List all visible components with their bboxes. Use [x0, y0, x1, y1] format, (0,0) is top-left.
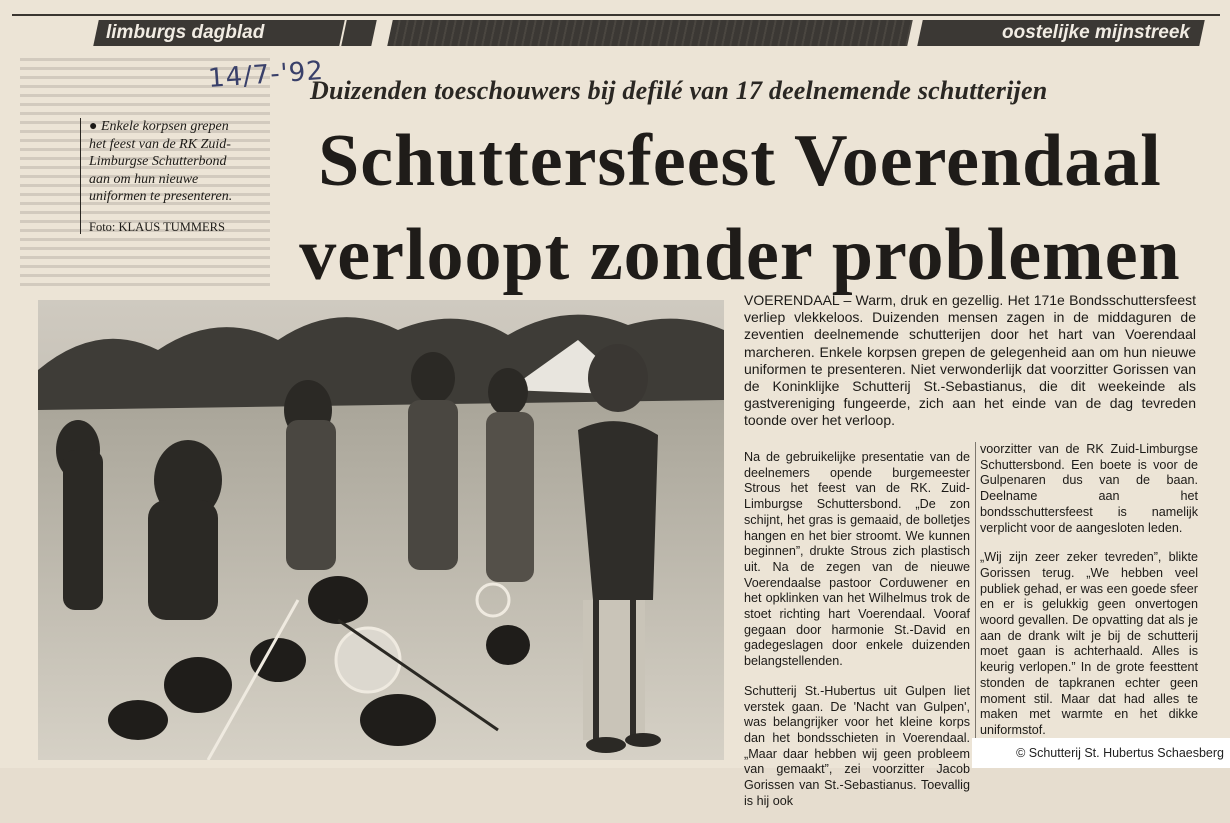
masthead-bar — [93, 20, 345, 46]
section-bar — [917, 20, 1205, 46]
column-divider — [975, 442, 976, 742]
top-rule — [12, 14, 1220, 16]
handwritten-date: 14/7-'92 — [207, 55, 325, 95]
photo-caption — [80, 118, 249, 234]
article-column-1 — [744, 450, 970, 823]
bullet-icon: ● — [89, 119, 98, 134]
paragraph: voorzitter van de RK Zuid-Limburgse Schuttersbond. Een boete is voor de Gulpenaren dus van de baan. Deelname aan het bondsschuttersfeest is namelijk verplicht voor de aangesloten leden. — [980, 442, 1198, 535]
headline — [280, 114, 1200, 302]
paragraph: Na de gebruikelijke presentatie van de deelnemers opende burgemeester Strous het feest van de RK. Zuid-Limburgse Schuttersbond. „De zon schijnt, het gras is gemaaid, de bolletjes hangen en het bier stroomt. We kunnen beginnen”, drukte Strous zich plastisch uit. Na de zegen van de nieuwe Voerendaalse pastoor Corduwener en het opklinken van het Wilhelmus trok de stoet richting hart Voerendaal. Vooraf gegaan door harmonie St.-David en gadegeslagen door enkele duizenden belangstellenden. — [744, 450, 970, 669]
masthead-stub — [341, 20, 377, 46]
article-lead: VOERENDAAL – Warm, druk en gezellig. Het 171e Bondsschuttersfeest verliep vlekkeloos. Duizenden mensen zagen in de middaguren de zeventien deelnemende schutterijen door het hart van Voerendaal marcheren. Enkele korpsen grepen de gelegenheid aan om hun nieuwe uniformen te presenteren. Niet verwonderlijk dat voorzitter Gorissen van de Koninklijke Schutterij St.-Sebastianus, die dit weekeinde als gastvereniging fungeerde, zich aan het einde van de dag tevreden toonde over het verloop. — [744, 292, 1196, 429]
article-column-2 — [980, 442, 1198, 753]
paragraph: „Wij zijn zeer zeker tevreden”, blikte Gorissen terug. „We hebben veel publiek gehad, er was een goede sfeer en er is gelukkig geen onvertogen woord gevallen. De opvatting dat als je aan de drank wilt je bij de schutterij moet gaan is achterhaald. Alles is keurig verlopen.” In de grote feesttent stonden de tapkranen echter geen moment stil. Maar dat had alles te maken met warmte en het dikke uniformstof. — [980, 550, 1198, 737]
caption-text: Enkele korpsen grepen het feest van de RK Zuid-Limburgse Schutterbond aan om hun nieuwe uniformen te presenteren. — [89, 119, 233, 204]
photo-illustration — [38, 300, 724, 760]
newspaper-name: limburgs dagblad — [106, 22, 265, 43]
photo-credit: Foto: KLAUS TUMMERS — [89, 219, 225, 234]
article-photo — [38, 300, 724, 760]
section-name: oostelijke mijnstreek — [1002, 22, 1190, 43]
copyright-notice: © Schutterij St. Hubertus Schaesberg — [972, 738, 1230, 768]
headline-line-2: verloopt zonder problemen — [299, 214, 1181, 296]
paragraph: Schutterij St.-Hubertus uit Gulpen liet verstek gaan. De 'Nacht van Gulpen', was belangrijker voor het kleine korps dan het bondsschieten in Voerendaal. „Maar daar hebben wij geen probleem van gemaakt”, zei voorzitter Jacob Gorissen van St.-Sebastianus. Toevallig is hij ook — [744, 683, 970, 808]
masthead-pattern — [387, 20, 913, 46]
headline-line-1: Schuttersfeest Voerendaal — [318, 120, 1162, 202]
kicker-headline: Duizenden toeschouwers bij defilé van 17 deelnemende schutterijen — [310, 76, 1048, 105]
